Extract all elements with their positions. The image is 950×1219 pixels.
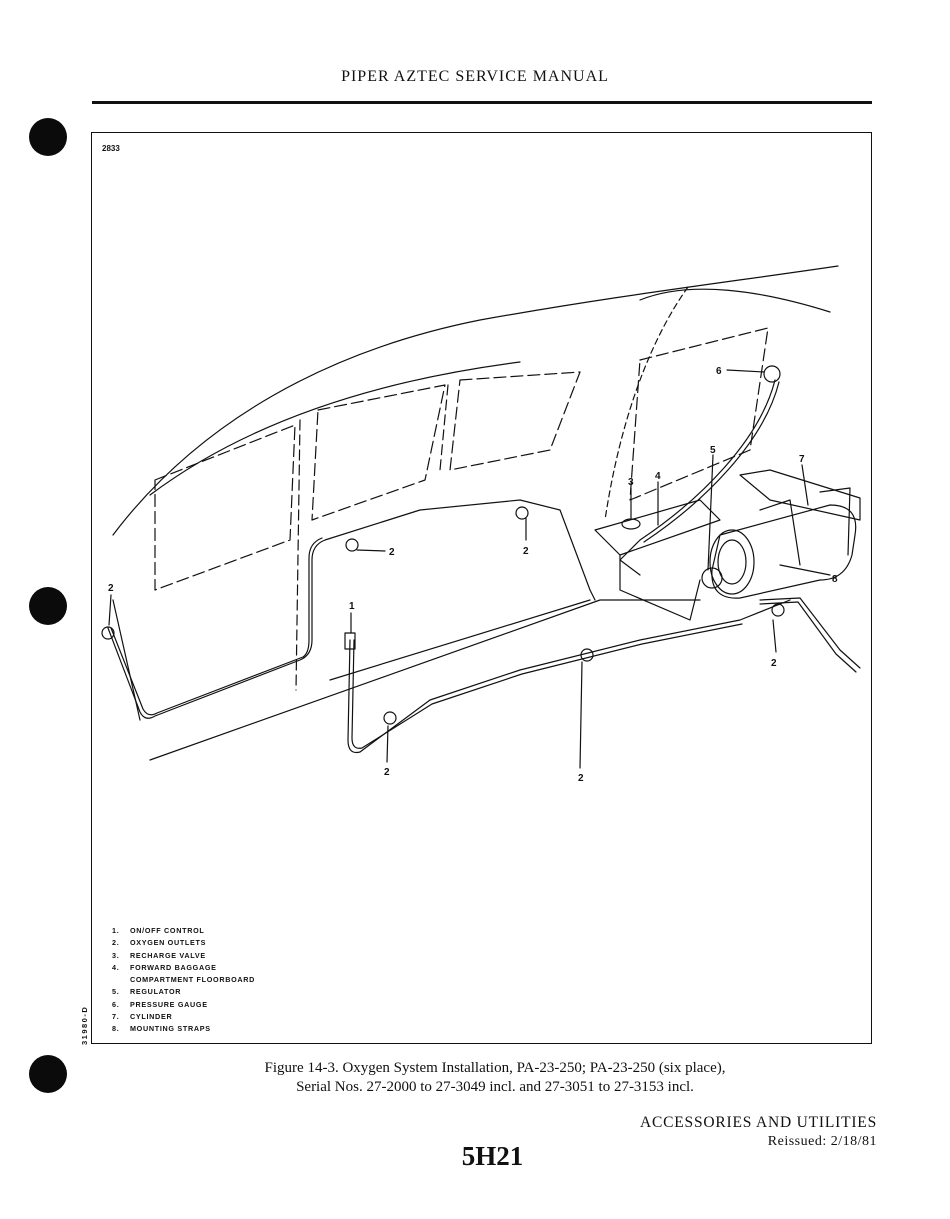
binder-hole-bottom: [29, 1055, 67, 1093]
callout-2: 2: [578, 773, 584, 784]
section-name: ACCESSORIES AND UTILITIES: [639, 1114, 877, 1131]
window-3: [450, 372, 580, 470]
cylinder-bracket: [740, 470, 860, 520]
caption-line-1: Figure 14-3. Oxygen System Installation, PA-23-250; PA-23-250 (six place),: [264, 1060, 726, 1076]
cabin-floor-line-2: [330, 600, 590, 680]
outlet-mid-upper: [516, 507, 528, 519]
callout-2: 2: [108, 583, 114, 594]
fuselage-roof-line: [113, 266, 838, 535]
callout-2: 2: [384, 767, 390, 778]
legend-item: 6. PRESSURE GAUGE: [112, 999, 208, 1009]
leader-6: [727, 370, 764, 372]
binder-hole-top: [29, 118, 67, 156]
callout-7: 7: [799, 454, 805, 465]
outlet-lower-mid: [581, 649, 593, 661]
legend-item: 3. RECHARGE VALVE: [112, 950, 206, 960]
leader-7: [802, 465, 808, 505]
caption-line-2: Serial Nos. 27-2000 to 27-3049 incl. and 27-3051 to 27-3153 incl.: [296, 1079, 694, 1095]
callout-5: 5: [710, 445, 716, 456]
legend: [112, 925, 255, 1036]
reissued-date: Reissued: 2/18/81: [767, 1134, 877, 1149]
pressure-gauge: [764, 366, 780, 382]
callout-1: 1: [349, 601, 355, 612]
side-code: 31980-D: [80, 1005, 89, 1045]
callout-3: 3: [628, 477, 634, 488]
cabin-post: [296, 420, 300, 690]
outlet-right: [772, 604, 784, 616]
aft-bulkhead: [605, 287, 688, 520]
oxygen-line-upper-2: [111, 538, 322, 715]
leader-2-bottom-mid: [580, 662, 582, 768]
gauge-line-2: [644, 382, 779, 542]
legend-item: 5. REGULATOR: [112, 987, 182, 997]
legend-item: 1. ON/OFF CONTROL: [112, 926, 205, 935]
binder-hole-middle: [29, 587, 67, 625]
leader-2-left: [109, 595, 111, 625]
baggage-floor-side: [620, 555, 700, 620]
oxygen-system-illustration: [93, 134, 869, 914]
recharge-valve: [622, 519, 640, 529]
callout-2: 2: [771, 658, 777, 669]
legend-item: 8. MOUNTING STRAPS: [112, 1024, 211, 1034]
leader-2-upper-left: [357, 550, 385, 551]
callout-6: 6: [716, 366, 722, 377]
leader-8: [780, 565, 830, 575]
callout-2: 2: [523, 546, 529, 557]
callout-4: 4: [655, 471, 661, 482]
legend-item: 7. CYLINDER: [112, 1012, 173, 1022]
page-code: 5H21: [461, 1141, 524, 1171]
outlet-lower-left: [384, 712, 396, 724]
oxygen-line-lower-2: [352, 624, 742, 748]
cabin-floor-line: [150, 600, 700, 760]
figure-caption: [150, 1059, 840, 1097]
cabin-post-2: [440, 385, 448, 470]
oxygen-line-lower: [348, 600, 790, 753]
outlet-left-upper: [346, 539, 358, 551]
page-title: PIPER AZTEC SERVICE MANUAL: [341, 68, 609, 85]
figure-number: 2833: [102, 144, 120, 153]
aft-fuselage-curve: [640, 289, 830, 312]
fuselage-roof-line-lower: [150, 362, 520, 495]
mounting-strap-1: [760, 500, 800, 565]
leader-2-right: [773, 620, 776, 652]
legend-item: 4. FORWARD BAGGAGE COMPARTMENT FLOORBOARD: [112, 962, 256, 985]
callout-2: 2: [389, 547, 395, 558]
mounting-strap-2: [820, 488, 850, 555]
window-1: [155, 425, 295, 590]
callout-8: 8: [832, 574, 838, 585]
title-rule: [92, 101, 872, 104]
legend-item: 2. OXYGEN OUTLETS: [112, 938, 207, 948]
gauge-line: [620, 380, 775, 575]
window-2: [312, 385, 445, 520]
